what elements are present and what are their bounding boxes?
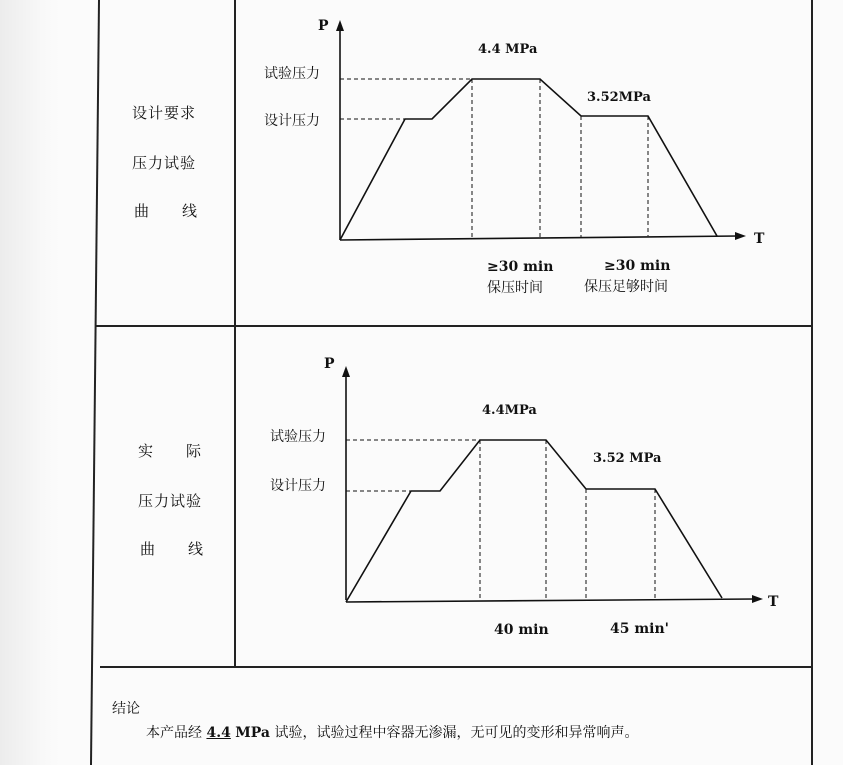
actual-design-pressure-label: 设计压力 (270, 478, 326, 494)
actual-x-axis (346, 599, 755, 602)
actual-curve-line (346, 440, 722, 602)
conclusion-unit: MPa (235, 725, 270, 741)
actual-curve-label-line3: 曲 线 (140, 540, 205, 558)
design-test-pressure-label: 试验压力 (264, 66, 320, 82)
design-curve-line (340, 79, 717, 240)
actual-design-pressure-value: 3.52 MPa (593, 451, 662, 466)
actual-pressure-curve (0, 330, 843, 670)
conclusion-heading: 结论 (112, 701, 140, 717)
design-curve-label-line1: 设计要求 (132, 104, 197, 122)
design-hold2-duration: ≥30 min (604, 258, 671, 274)
conclusion-text (146, 722, 638, 742)
design-axis-p: P (318, 18, 329, 34)
design-curve-label-line2: 压力试验 (132, 154, 197, 172)
design-hold1-duration: ≥30 min (487, 259, 554, 275)
conclusion-suffix: 试验，试验过程中容器无渗漏，无可见的变形和异常响声。 (274, 725, 639, 741)
actual-y-arrow (342, 366, 350, 377)
actual-hold1-duration: 40 min (494, 622, 549, 638)
design-pressure-curve (0, 0, 843, 330)
design-hold2-desc: 保压足够时间 (584, 279, 668, 295)
actual-test-pressure-value: 4.4MPa (482, 403, 537, 418)
design-design-pressure-value: 3.52MPa (587, 90, 651, 105)
actual-axis-t: T (768, 594, 779, 610)
actual-hold2-duration: 45 min' (610, 621, 669, 637)
conclusion-pressure: 4.4 (206, 725, 231, 741)
actual-test-pressure-label: 试验压力 (270, 429, 326, 445)
design-test-pressure-value: 4.4 MPa (478, 42, 538, 57)
actual-x-arrow (752, 595, 763, 603)
conclusion-prefix: 本产品经 (146, 725, 202, 741)
design-axis-t: T (754, 231, 765, 247)
design-curve-label-line3: 曲 线 (134, 202, 199, 220)
design-y-arrow (336, 20, 344, 31)
actual-curve-label-line1: 实 际 (138, 442, 203, 460)
actual-curve-label-line2: 压力试验 (138, 492, 203, 510)
design-x-axis (340, 236, 738, 240)
actual-axis-p: P (324, 356, 335, 372)
design-design-pressure-label: 设计压力 (264, 113, 320, 129)
design-hold1-desc: 保压时间 (487, 280, 543, 296)
design-x-arrow (735, 232, 746, 240)
